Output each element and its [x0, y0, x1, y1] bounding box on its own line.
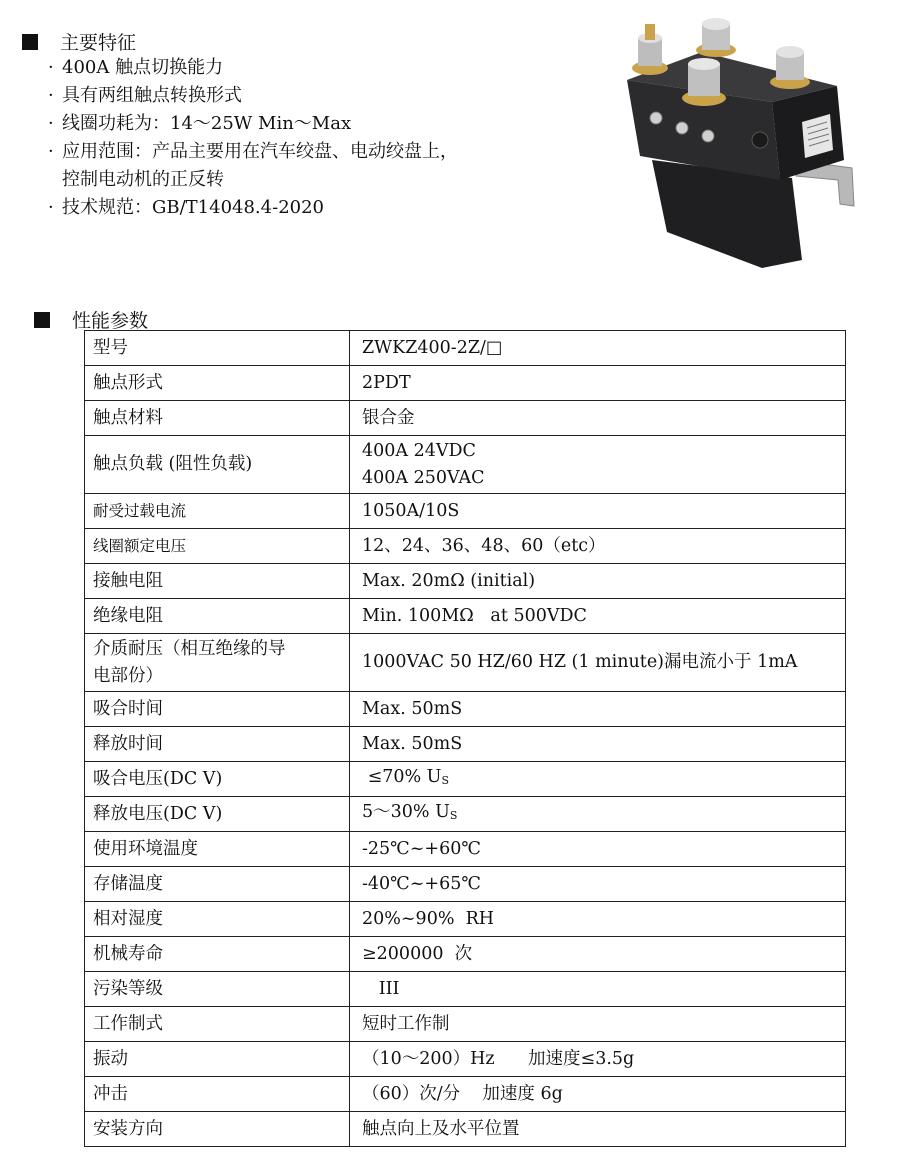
spec-value-text: Min. 100MΩ at 500VDC: [362, 605, 587, 626]
spec-key: [85, 1112, 350, 1147]
spec-key: [85, 832, 350, 867]
spec-key-text: 工作制式: [93, 1013, 163, 1034]
spec-row: [85, 727, 846, 762]
spec-value: [350, 797, 846, 832]
feature-item: · 线圈功耗为：14～25W Min～Max: [48, 110, 568, 138]
spec-value: [350, 1042, 846, 1077]
square-bullet-icon: [34, 312, 50, 328]
feature-item: · 400A 触点切换能力: [48, 54, 568, 82]
spec-value: [350, 494, 846, 529]
spec-key: [85, 436, 350, 494]
square-bullet-icon: [22, 34, 38, 50]
spec-value: [350, 634, 846, 692]
spec-key-text: 吸合时间: [93, 698, 163, 719]
spec-value-text: ≤70% U: [362, 767, 442, 787]
spec-key-text: 冲击: [93, 1083, 128, 1104]
spec-key-text: 接触电阻: [93, 570, 163, 591]
spec-key: [85, 494, 350, 529]
features-list: [48, 54, 568, 222]
spec-value-text: Max. 50mS: [362, 733, 463, 754]
spec-value: [350, 599, 846, 634]
spec-key-text: 触点负载 (阻性负载): [93, 454, 253, 474]
spec-value: [350, 972, 846, 1007]
feature-item: · 应用范围：产品主要用在汽车绞盘、电动绞盘上，: [48, 138, 568, 166]
spec-key-text: 触点形式: [93, 372, 163, 393]
spec-key: [85, 331, 350, 366]
spec-key-text: 绝缘电阻: [93, 605, 163, 626]
spec-row: [85, 1112, 846, 1147]
spec-row: [85, 1042, 846, 1077]
spec-value: [350, 366, 846, 401]
spec-value: [350, 529, 846, 564]
spec-row: [85, 599, 846, 634]
spec-value: [350, 832, 846, 867]
spec-value-text: 20%~90% RH: [362, 908, 495, 929]
spec-key: [85, 1007, 350, 1042]
spec-value: [350, 727, 846, 762]
spec-key: [85, 972, 350, 1007]
spec-value: [350, 762, 846, 797]
spec-key-text: 使用环境温度: [93, 838, 198, 859]
spec-row: [85, 972, 846, 1007]
spec-value-text: Max. 20mΩ (initial): [362, 570, 536, 591]
spec-value-text: 12、24、36、48、60（etc）: [362, 535, 606, 556]
spec-key-text: 释放电压(DC V): [93, 803, 223, 824]
spec-key-text: 机械寿命: [93, 943, 163, 964]
spec-key-text: 相对湿度: [93, 908, 163, 929]
features-heading-text: 主要特征: [60, 32, 137, 54]
spec-row: [85, 797, 846, 832]
contactor-icon: [612, 10, 872, 274]
spec-value-text: Max. 50mS: [362, 698, 463, 719]
spec-value-text: （10～200）Hz 加速度≤3.5g: [362, 1048, 635, 1069]
spec-row: [85, 867, 846, 902]
spec-key: [85, 762, 350, 797]
spec-key-text: 吸合电压(DC V): [93, 768, 223, 789]
feature-item: · 技术规范：GB/T14048.4-2020: [48, 194, 568, 222]
spec-value: [350, 401, 846, 436]
spec-key: [85, 599, 350, 634]
spec-value: [350, 867, 846, 902]
spec-row: [85, 401, 846, 436]
spec-key: [85, 529, 350, 564]
spec-row: [85, 937, 846, 972]
spec-key: [85, 937, 350, 972]
product-image: [612, 10, 872, 274]
spec-value: [350, 937, 846, 972]
spec-row: [85, 436, 846, 494]
spec-table: [84, 330, 846, 1147]
spec-row: [85, 1077, 846, 1112]
spec-key-text: 污染等级: [93, 978, 163, 999]
spec-row: [85, 762, 846, 797]
spec-value-text: 2PDT: [362, 372, 411, 393]
spec-value: [350, 1007, 846, 1042]
spec-row: [85, 1007, 846, 1042]
spec-key: [85, 692, 350, 727]
spec-key-text: 存储温度: [93, 873, 163, 894]
spec-key: [85, 797, 350, 832]
spec-value-text: 1050A/10S: [362, 500, 460, 521]
spec-value: [350, 564, 846, 599]
specs-heading-text: 性能参数: [72, 310, 149, 332]
spec-value-text: 1000VAC 50 HZ/60 HZ (1 minute)漏电流小于 1mA: [362, 652, 798, 672]
spec-value: [350, 436, 846, 494]
spec-key-text: 型号: [93, 337, 128, 358]
spec-key-text: 耐受过载电流: [93, 501, 187, 520]
spec-key-text: 安装方向: [93, 1118, 163, 1139]
spec-key: [85, 902, 350, 937]
spec-value-text: 400A 250VAC: [362, 467, 485, 488]
spec-row: [85, 902, 846, 937]
spec-key: [85, 366, 350, 401]
spec-row: [85, 366, 846, 401]
spec-key-text: 电部份）: [93, 665, 163, 686]
spec-value-text: 短时工作制: [362, 1013, 450, 1034]
spec-value-text: 5～30% U: [362, 802, 450, 822]
spec-key: [85, 727, 350, 762]
spec-value: [350, 331, 846, 366]
spec-value: [350, 1077, 846, 1112]
spec-key-text: 触点材料: [93, 407, 163, 428]
spec-value-text: ≥200000 次: [362, 943, 473, 964]
spec-row: [85, 564, 846, 599]
spec-value-text: 触点向上及水平位置: [362, 1118, 520, 1139]
spec-value-subscript: S: [441, 774, 449, 787]
spec-key: [85, 564, 350, 599]
spec-row: [85, 494, 846, 529]
spec-value: [350, 692, 846, 727]
spec-value-text: （60）次/分 加速度 6g: [362, 1083, 563, 1104]
spec-value-text: III: [362, 978, 400, 999]
spec-row: [85, 634, 846, 692]
spec-key-text: 振动: [93, 1048, 128, 1069]
spec-value-text: ZWKZ400-2Z/□: [362, 337, 503, 358]
feature-item-continued: 控制电动机的正反转: [62, 169, 224, 190]
spec-key-text: 释放时间: [93, 733, 163, 754]
spec-value-text: 400A 24VDC: [362, 440, 476, 461]
specs-heading: [34, 306, 148, 333]
spec-row: [85, 692, 846, 727]
spec-key: [85, 634, 350, 692]
spec-key-text: 介质耐压（相互绝缘的导: [93, 638, 286, 659]
spec-value-text: -25℃~+60℃: [362, 838, 481, 859]
spec-key: [85, 1077, 350, 1112]
spec-key: [85, 401, 350, 436]
spec-row: [85, 331, 846, 366]
features-heading: [22, 28, 136, 55]
spec-value-text: -40℃~+65℃: [362, 873, 481, 894]
spec-key: [85, 867, 350, 902]
spec-value-subscript: S: [449, 809, 458, 822]
spec-value: [350, 1112, 846, 1147]
spec-row: [85, 529, 846, 564]
spec-key-text: 线圈额定电压: [93, 536, 187, 555]
spec-value-text: 银合金: [362, 407, 415, 428]
spec-key: [85, 1042, 350, 1077]
spec-row: [85, 832, 846, 867]
spec-value: [350, 902, 846, 937]
feature-item: · 具有两组触点转换形式: [48, 82, 568, 110]
